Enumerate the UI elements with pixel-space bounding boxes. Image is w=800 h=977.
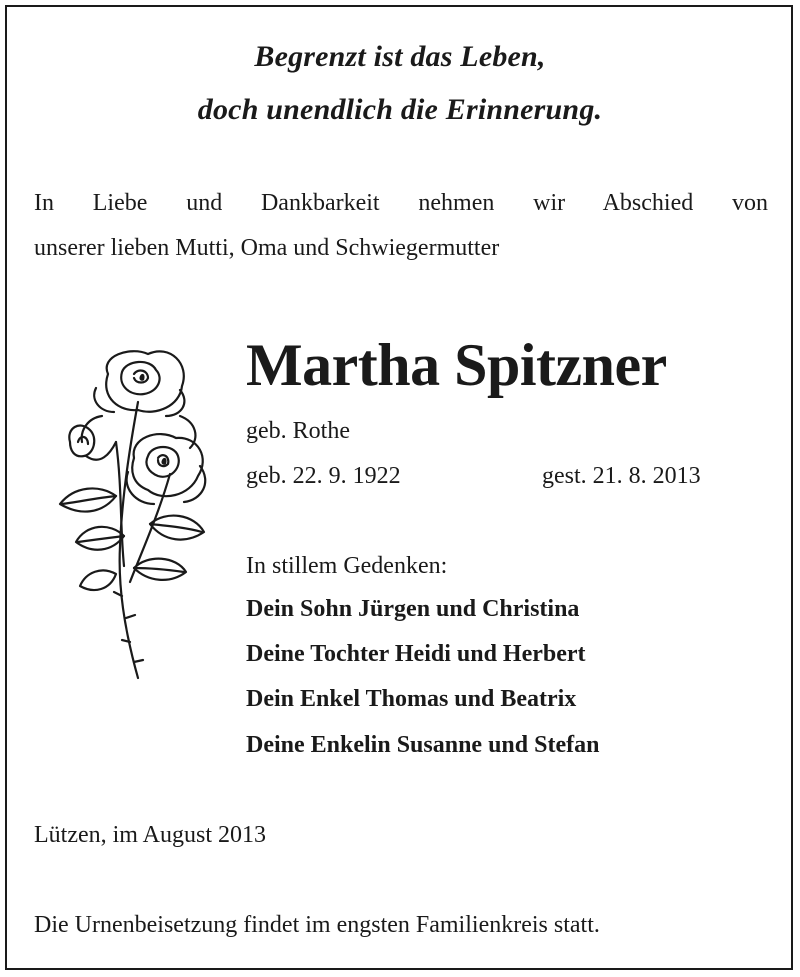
intro-line-1: In Liebe und Dankbarkeit nehmen wir Abschied von bbox=[34, 190, 768, 216]
mourner-line: Dein Sohn Jürgen und Christina bbox=[246, 596, 580, 622]
motto-line-2: doch unendlich die Erinnerung. bbox=[197, 93, 603, 126]
mourner-line: Deine Enkelin Susanne und Stefan bbox=[246, 732, 600, 758]
mourner-line: Deine Tochter Heidi und Herbert bbox=[246, 641, 586, 667]
mourner-line: Dein Enkel Thomas und Beatrix bbox=[246, 686, 577, 712]
deceased-name: Martha Spitzner bbox=[246, 332, 667, 398]
motto-line-1: Begrenzt ist das Leben, bbox=[254, 40, 546, 73]
rose-icon bbox=[30, 346, 226, 690]
birth-name: geb. Rothe bbox=[246, 418, 350, 444]
place-and-date: Lützen, im August 2013 bbox=[34, 822, 266, 848]
death-date: gest. 21. 8. 2013 bbox=[542, 463, 701, 489]
birth-date: geb. 22. 9. 1922 bbox=[246, 463, 401, 489]
intro-line-2: unserer lieben Mutti, Oma und Schwiegermutter bbox=[34, 235, 500, 261]
memory-heading: In stillem Gedenken: bbox=[246, 553, 448, 579]
closing-note: Die Urnenbeisetzung findet im engsten Familienkreis statt. bbox=[34, 912, 600, 938]
